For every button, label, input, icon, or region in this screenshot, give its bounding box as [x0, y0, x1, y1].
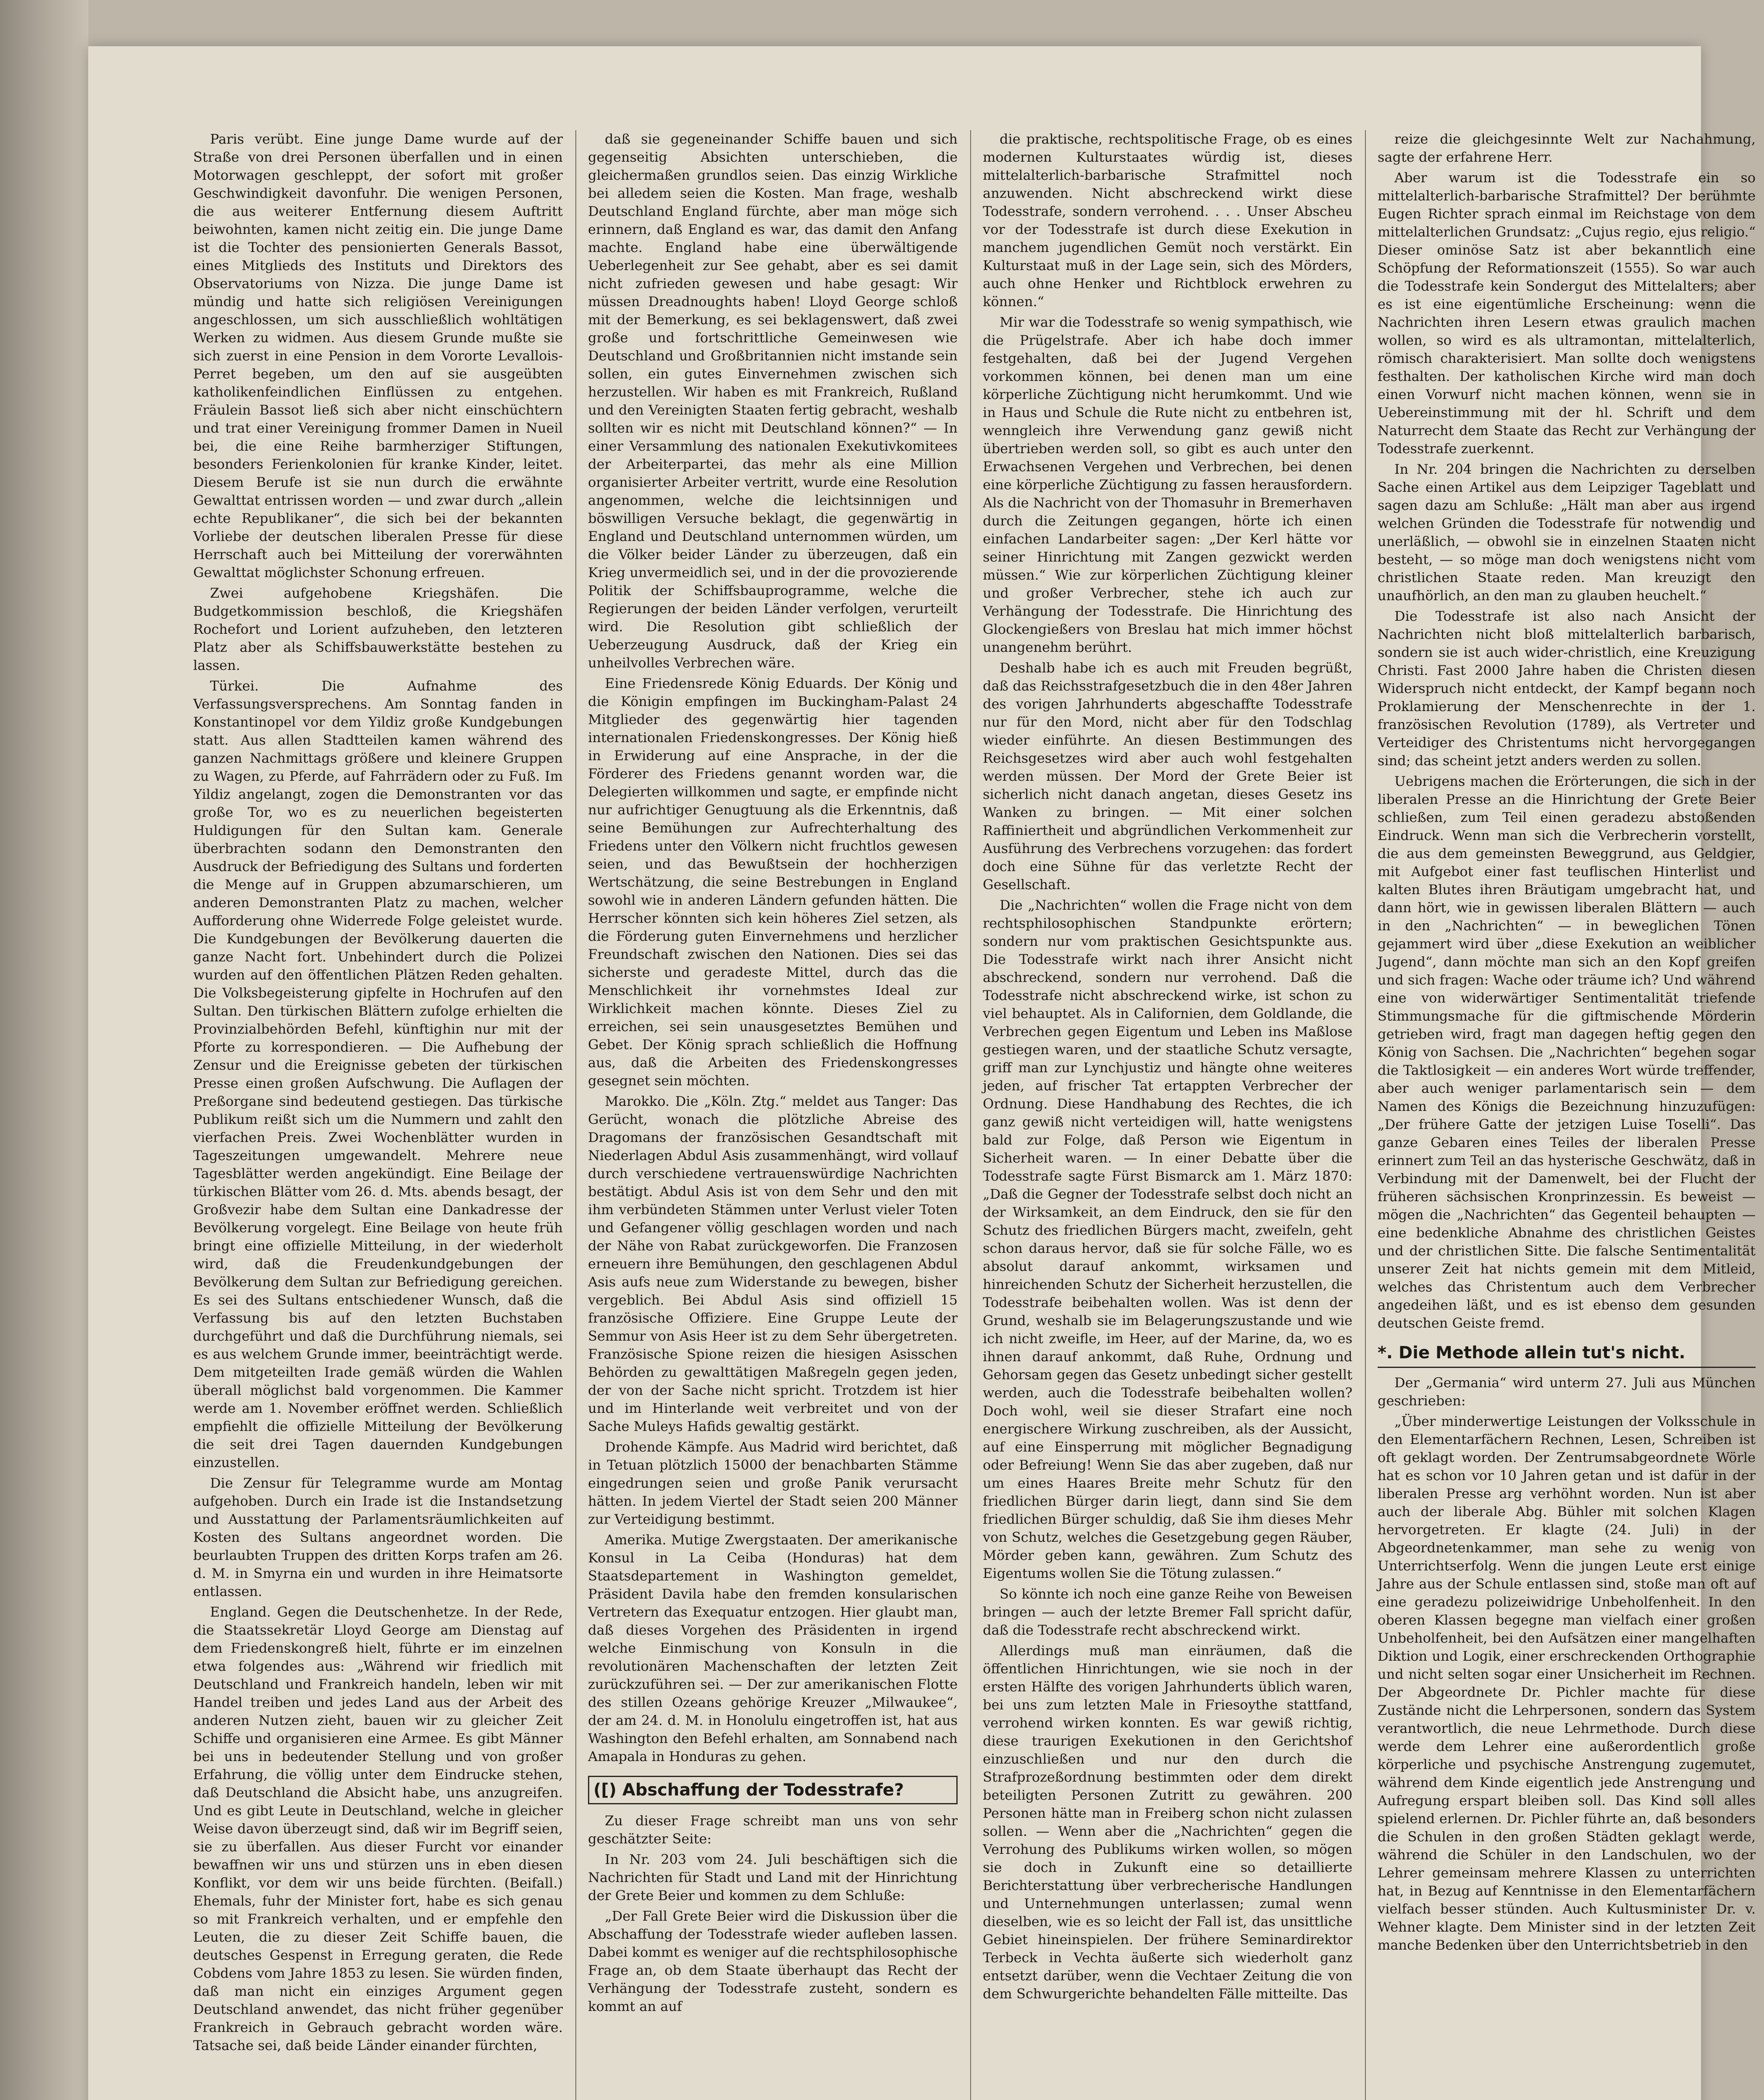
paragraph: Zu dieser Frage schreibt man uns von sehr geschätzter Seite:: [588, 1813, 958, 1847]
column-3-paragraphs: [983, 130, 1352, 2003]
column-rule: [575, 130, 576, 2100]
column-1: [193, 130, 563, 2100]
column-4-paragraphs: [1378, 130, 1756, 1332]
paragraph: In Nr. 204 bringen die Nachrichten zu derselben Sache einen Artikel aus dem Leipziger Tageblatt und sagen dazu am Schluße: „Hält man aber aus irgend welchen Gründen die Todesstrafe für notwendig und unerläßlich, — obwohl sie in einzelnen Staaten nicht besteht, — so möge man doch wenigstens nicht vom christlichen Staate reden. Man kreuzigt den unaufhörlich, an den man zu glauben heuchelt.“: [1378, 461, 1756, 604]
paragraph: Marokko. Die „Köln. Ztg.“ meldet aus Tanger: Das Gerücht, wonach die plötzliche Abreise des Dragomans der französischen Gesandtschaft mit Niederlagen Abdul Asis zusammenhängt, wird vollauf durch verschiedene vertrauenswürdige Nachrichten bestätigt. Abdul Asis ist von dem Sehr und den mit ihm verbündeten Stämmen unter Verlust vieler Toten und Gefangener völlig geschlagen worden und nach der Nähe von Rabat zurückgeworfen. Die Franzosen erneuern ihre Bemühungen, den geschlagenen Abdul Asis aufs neue zum Widerstande zu bewegen, bisher vergeblich. Bei Abdul Asis sind offiziell 15 französische Offiziere. Eine Gruppe Leute der Semmur von Asis Heer ist zu dem Sehr übergetreten. Französische Spione reizen die hiesigen Asisschen Behörden zu gewalttätigen Maßregeln gegen jeden, der von der Sache nicht spricht. Trotzdem ist hier und im Hinterlande weit verbreitet und von der Sache Muleys Hafids gewaltig gestärkt.: [588, 1093, 958, 1434]
paragraph: Eine Friedensrede König Eduards. Der König und die Königin empfingen im Buckingham-Palast 24 Mitglieder des gegenwärtig hier tagenden internationalen Friedenskongresses. Der König hieß in Erwiderung auf eine Ansprache, in der die Förderer des Friedens genannt worden war, die Delegierten willkommen und sagte, er empfinde nicht nur aufrichtiger Genugtuung als die Erkenntnis, daß seine Bemühungen zur Aufrechterhaltung des Friedens unter den Völkern nicht fruchtlos gewesen seien, und das Bewußtsein der hochherzigen Wertschätzung, die seine Bestrebungen in England sowohl wie in anderen Ländern gefunden hätten. Die Herrscher könnten sich kein höheres Ziel setzen, als die Förderung guten Einvernehmens und herzlicher Freundschaft zwischen den Nationen. Dies sei das sicherste und geradeste Mittel, durch das die Menschlichkeit ihr vornehmstes Ideal zur Wirklichkeit machen könnte. Dieses Ziel zu erreichen, sei sein unausgesetztes Bemühen und Gebet. Der König sprach schließlich die Hoffnung aus, daß die Arbeiten des Friedenskongresses gesegnet sein möchten.: [588, 675, 958, 1089]
page-body: [193, 130, 1764, 2100]
paragraph: Amerika. Mutige Zwergstaaten. Der amerikanische Konsul in La Ceiba (Honduras) hat dem Staatsdepartement in Washington gemeldet, Präsident Davila habe den fremden konsularischen Vertretern das Exequatur entzogen. Hier glaubt man, daß dieses Vorgehen des Präsidenten in irgend welche Einmischung von Konsuln in die revolutionären Machenschaften der letzten Zeit zurückzuführen sei. — Der zur amerikanischen Flotte des stillen Ozeans gehörige Kreuzer „Milwaukee“, der am 24. d. M. in Honolulu eingetroffen ist, hat aus Washington den Befehl erhalten, am Sonnabend nach Amapala in Honduras zu gehen.: [588, 1532, 958, 1764]
column-4-after-heading: [1378, 1374, 1756, 1954]
paragraph: In Nr. 203 vom 24. Juli beschäftigen sich die Nachrichten für Stadt und Land mit der Hinrichtung der Grete Beier und kommen zu dem Schluße:: [588, 1851, 958, 1903]
column-2: [588, 130, 958, 2100]
paragraph: Zwei aufgehobene Kriegshäfen. Die Budgetkommission beschloß, die Kriegshäfen Rochefort und Lorient aufzuheben, den letzteren Platz aber als Schiffsbauwerkstätte bestehen zu lassen.: [193, 585, 563, 673]
paragraph: „Über minderwertige Leistungen der Volksschule in den Elementarfächern Rechnen, Lesen, Schreiben ist oft geklagt worden. Der Zentrumsabgeordnete Wörle hat es schon vor 10 Jahren getan und ist dafür in der liberalen Presse arg verhöhnt worden. Nun ist aber auch der liberale Abg. Bühler mit solchen Klagen hervorgetreten. Er klagte (24. Juli) in der Abgeordnetenkammer, man sehe zu wenig von Unterrichtserfolg. Wenn die jungen Leute erst einige Jahre aus der Schule entlassen sind, stoße man oft auf eine geradezu polizeiwidrige Unbeholfenheit. In den oberen Klassen begegne man vielfach einer großen Unbeholfenheit, bei den Aufsätzen einer mangelhaften Diktion und Logik, einer erschreckenden Orthographie und nicht selten sogar einer Unsicherheit im Rechnen. Der Abgeordnete Dr. Pichler machte für diese Zustände nicht die Lehrpersonen, sondern das System verantwortlich, die neue Lehrmethode. Durch diese werde dem Lehrer eine außerordentlich große körperliche und psychische Anstrengung zugemutet, während dem Kinde eigentlich jede Anstrengung und Aufregung erspart bleiben soll. Das Kind soll alles spielend erlernen. Dr. Pichler führte an, daß besonders die Schulen in den großen Städten geklagt werde, während die Schüler in den Landschulen, wo der Lehrer gemeinsam mehrere Klassen zu unterrichten hat, in Bezug auf Kenntnisse in den Elementarfächern vielfach besser stünden. Auch Kultusminister Dr. v. Wehner klagte. Dem Minister sind in der letzten Zeit manche Bedenken über den Unterrichtsbetrieb in den: [1378, 1413, 1756, 1953]
paragraph: England. Gegen die Deutschenhetze. In der Rede, die Staatssekretär Lloyd George am Dienstag auf dem Friedenskongreß hielt, führte er im einzelnen etwa folgendes aus: „Während wir friedlich mit Deutschland und Frankreich handeln, leben wir mit Handel treiben und jedes Land aus der Arbeit des anderen Nutzen zieht, bauen wir zu gleicher Zeit Schiffe und organisieren eine Armee. Es gibt Männer bei uns in bedeutender Stellung und von großer Erfahrung, die völlig unter dem Eindrucke stehen, daß Deutschland die Absicht habe, uns anzugreifen. Und es gibt Leute in Deutschland, welche in gleicher Weise davon überzeugt sind, daß wir im Begriff seien, sie zu überfallen. Aus dieser Furcht vor einander bewaffnen wir uns und stürzen uns in eben diesen Konflikt, vor dem wir uns beide fürchten. (Beifall.) Ehemals, fuhr der Minister fort, habe es sich genau so mit Frankreich verhalten, und er empfehle den Leuten, die zu dieser Zeit Schiffe bauen, die deutsches Gespenst in Erregung geraten, die Rede Cobdens vom Jahre 1853 zu lesen. Sie würden finden, daß man nicht ein einziges Argument gegen Deutschland anwendet, das nicht früher gegenüber Frankreich in Gebrauch gebracht worden wäre. Tatsache sei, daß beide Länder einander fürchten,: [193, 1604, 563, 2053]
paragraph: So könnte ich noch eine ganze Reihe von Beweisen bringen — auch der letzte Bremer Fall spricht dafür, daß die Todesstrafe recht abschreckend wirkt.: [983, 1586, 1352, 1638]
paragraph: Aber warum ist die Todesstrafe ein so mittelalterlich-barbarische Strafmittel? Der berühmte Eugen Richter sprach einmal im Reichstage von dem mittelalterlichen Grundsatz: „Cujus regio, ejus religio.“ Dieser ominöse Satz ist aber bekanntlich eine Schöpfung der Reformationszeit (1555). So war auch die Todesstrafe kein Sondergut des Mittelalters; aber es ist eine eigentümliche Erscheinung: wenn die Nachrichten ihren Lesern etwas graulich machen wollen, so wird es als ultramontan, mittelalterlich, römisch charakterisiert. Man sollte doch wenigstens festhalten. Der katholischen Kirche wird man doch einen Vorwurf nicht machen können, wenn sie in Uebereinstimmung mit der hl. Schrift und dem Naturrecht dem Staate das Recht zur Verhängung der Todesstrafe zuerkennt.: [1378, 170, 1756, 457]
column-rule: [1365, 130, 1366, 2100]
paragraph: die praktische, rechtspolitische Frage, ob es eines modernen Kulturstaates würdig ist, dieses mittelalterlich-barbarische Strafmittel noch anzuwenden. Nicht abschreckend wirkt diese Todesstrafe, sondern verrohend. . . . Unser Abscheu vor der Todesstrafe ist durch diese Exekution in manchem jugendlichen Gemüt noch verstärkt. Ein Kulturstaat muß in der Lage sein, sich des Mörders, auch ohne Henker und Richtblock erwehren zu können.“: [983, 131, 1352, 310]
column-2-paragraphs: [588, 130, 958, 1766]
column-1-paragraphs: [193, 130, 563, 2055]
paragraph: Allerdings muß man einräumen, daß die öffentlichen Hinrichtungen, wie sie noch in der ersten Hälfte des vorigen Jahrhunderts üblich waren, bei uns zum letzten Male in Friesoythe stattfand, verrohend wirken konnten. Es war gewiß richtig, diese traurigen Exekutionen in den Gerichtshof einzuschließen und nur den durch die Strafprozeßordnung bestimmten oder dem direkt beteiligten Personen Zutritt zu gewähren. 200 Personen hätte man in Freiberg schon nicht zulassen sollen. — Wenn aber die „Nachrichten“ gegen die Verrohung des Publikums wirken wollen, so mögen sie doch in Zukunft eine so detaillierte Berichterstattung über verbrecherische Handlungen und Unternehmungen unterlassen; zumal wenn dieselben, wie es so leicht der Fall ist, das unsittliche Gebiet hineinspielen. Der frühere Seminardirektor Terbeck in Vechta äußerte sich wiederholt ganz entsetzt darüber, wenn die Vechtaer Zeitung die von dem Schwurgerichte behandelten Fälle mitteilte. Das: [983, 1643, 1352, 2002]
paragraph: Türkei. Die Aufnahme des Verfassungsversprechens. Am Sonntag fanden in Konstantinopel vor dem Yildiz große Kundgebungen statt. Aus allen Stadtteilen kamen während des ganzen Nachmittags größere und kleinere Gruppen zu Wagen, zu Pferde, auf Fahrrädern oder zu Fuß. Im Yildiz angelangt, zogen die Demonstranten vor das große Tor, wo es zu neuerlichen begeisterten Huldigungen für den Sultan kam. Generale überbrachten sodann den Demonstranten den Ausdruck der Befriedigung des Sultans und forderten die Menge auf in Gruppen abzumarschieren, um anderen Demonstranten Platz zu machen, welcher Aufforderung ohne Widerrede Folge geleistet wurde. Die Kundgebungen der Bevölkerung dauerten die ganze Nacht fort. Unbehindert durch die Polizei wurden auf den öffentlichen Plätzen Reden gehalten. Die Volksbegeisterung gipfelte in Hochrufen auf den Sultan. Den türkischen Blättern zufolge erhielten die Provinzialbehörden Befehl, künftighin nur mit der Pforte zu korrespondieren. — Die Aufhebung der Zensur und die Ereignisse gebeten der türkischen Presse einen großen Aufschwung. Die Auflagen der Preßorgane sind bedeutend gestiegen. Das türkische Publikum reißt sich um die Nummern und zahlt den vierfachen Preis. Zwei Wochenblätter wurden in Tageszeitungen umgewandelt. Mehrere neue Tagesblätter werden angekündigt. Eine Beilage der türkischen Blätter vom 26. d. Mts. abends besagt, der Großvezir habe dem Sultan eine Dankadresse der Bevölkerung vorgelegt. Eine Beilage von heute früh bringt eine offizielle Mitteilung, in der wiederholt wird, daß die Freudenkundgebungen der Bevölkerung dem Sultan zur Befriedigung gereichen. Es sei des Sultans entschiedener Wunsch, daß die Verfassung bis auf den letzten Buchstaben durchgeführt und daß die Durchführung niemals, sei es aus welchem Grunde immer, beeinträchtigt werde. Dem mitgeteilten Irade gemäß würden die Wahlen überall möglichst bald vorgenommen. Die Kammer werde am 1. November eröffnet werden. Schließlich empfiehlt die offizielle Mitteilung der Bevölkerung die seit drei Tagen dauernden Kundgebungen einzustellen.: [193, 678, 563, 1470]
paragraph: „Der Fall Grete Beier wird die Diskussion über die Abschaffung der Todesstrafe wieder aufleben lassen. Dabei kommt es weniger auf die rechtsphilosophische Frage an, ob dem Staate überhaupt das Recht der Verhängung der Todesstrafe zusteht, sondern es kommt an auf: [588, 1908, 958, 2014]
paragraph: reize die gleichgesinnte Welt zur Nachahmung, sagte der erfahrene Herr.: [1378, 131, 1756, 165]
paragraph: Die Todesstrafe ist also nach Ansicht der Nachrichten nicht bloß mittelalterlich barbarisch, sondern sie ist auch wider-christlich, eine Kreuzigung Christi. Fast 2000 Jahre haben die Christen diesen Widerspruch nicht entdeckt, der Kampf begann noch Proklamierung der Menschenrechte in der 1. französischen Revolution (1789), als Vertreter und Verteidiger des Christentums nicht hervorgegangen sind; das scheint jetzt anders werden zu sollen.: [1378, 608, 1756, 769]
newspaper-page: [88, 46, 1756, 2100]
paragraph: Mir war die Todesstrafe so wenig sympathisch, wie die Prügelstrafe. Aber ich habe doch immer festgehalten, daß bei der Jugend Vergehen vorkommen können, bei denen man um eine körperliche Züchtigung nicht herumkommt. Und wie in Haus und Schule die Rute nicht zu entbehren ist, wenngleich ihre Verwendung ganz gewiß nicht übertrieben werden soll, so gibt es auch unter den Erwachsenen Vergehen und Verbrechen, bei denen eine körperliche Züchtigung zu fassen herausfordern. Als die Nachricht von der Thomasuhr in Bremerhaven durch die Zeitungen gegangen, hörte ich einen einfachen Landarbeiter sagen: „Der Kerl hätte vor seiner Hinrichtung mit Zangen gezwickt werden müssen.“ Wie zur körperlichen Züchtigung kleiner und großer Verbrecher, stehe ich auch zur Verhängung der Todesstrafe. Die Hinrichtung des Glockengießers von Breslau hat mich immer höchst unangenehm berührt.: [983, 314, 1352, 655]
paragraph: Der „Germania“ wird unterm 27. Juli aus München geschrieben:: [1378, 1375, 1756, 1409]
column-4: [1378, 130, 1756, 2100]
column-2-after-box: [588, 1812, 958, 2016]
paragraph: Die „Nachrichten“ wollen die Frage nicht von dem rechtsphilosophischen Standpunkte erörtern; sondern nur vom praktischen Gesichtspunkte aus. Die Todesstrafe wirkt nach ihrer Ansicht nicht abschreckend, sondern nur verrohend. Daß die Todesstrafe nicht abschreckend wirke, ist schon zu viel behauptet. Als in Californien, dem Goldlande, die Verbrechen gegen Eigentum und Leben ins Maßlose gestiegen waren, und der staatliche Schutz versagte, griff man zur Lynchjustiz und hängte ohne weiteres jeden, auf frischer Tat ertappten Verbrecher der Ordnung. Diese Handhabung des Rechtes, die ich ganz gewiß nicht verteidigen will, hatte wenigstens bald zur Folge, daß Person wie Eigentum in Sicherheit waren. — In einer Debatte über die Todesstrafe sagte Fürst Bismarck am 1. März 1870: „Daß die Gegner der Todesstrafe selbst doch nicht an der Wirksamkeit, an dem Eindruck, den sie für den Schutz des friedlichen Bürgers macht, zweifeln, geht schon daraus hervor, daß sie für solche Fälle, wo es absolut darauf ankommt, wirksamen und hinreichenden Schutz der Sicherheit herzustellen, die Todesstrafe beibehalten wollen. Was ist denn der Grund, weshalb sie im Belagerungszustande und wie ich nicht zweifle, im Heer, auf der Marine, da, wo es ihnen darauf ankommt, daß Ruhe, Ordnung und Gehorsam gegen das Gesetz unbedingt sicher gestellt werden, auch die Todesstrafe beibehalten wollen? Doch wohl, weil sie dieser Strafart eine noch energischere Wirkung zuschreiben, als der Aussicht, auf eine Einsperrung mit möglicher Begnadigung oder Befreiung! Wenn Sie das aber zugeben, daß nur um eines Haares Breite mehr Schutz für den friedlichen Bürger darin liegt, dann sind Sie dem friedlichen Bürger schuldig, daß Sie ihm dieses Mehr von Schutz, welches die Gesetzgebung gegen Räuber, Mörder geben kann, gewähren. Zum Schutz des Eigentums wollen Sie die Tötung zulassen.“: [983, 897, 1352, 1581]
column-3: [983, 130, 1352, 2100]
column-rule: [970, 130, 971, 2100]
article-heading-method: *. Die Methode allein tut's nicht.: [1378, 1342, 1756, 1368]
paragraph: Die Zensur für Telegramme wurde am Montag aufgehoben. Durch ein Irade ist die Instandsetzung und Ausstattung der Parlamentsräumlichkeiten auf Kosten des Sultans angeordnet worden. Die beurlaubten Truppen des dritten Korps trafen am 26. d. M. in Smyrna ein und wurden in ihre Heimatsorte entlassen.: [193, 1475, 563, 1599]
paragraph: Paris verübt. Eine junge Dame wurde auf der Straße von drei Personen überfallen und in einen Motorwagen geschleppt, der sofort mit großer Geschwindigkeit davonfuhr. Die wenigen Personen, die aus weiterer Entfernung diesem Auftritt beiwohnten, kamen nicht zeitig ein. Die junge Dame ist die Tochter des pensionierten Generals Bassot, eines Mitglieds des Instituts und Direktors des Observatoriums von Nizza. Die junge Dame ist mündig und hatte sich religiösen Vereinigungen angeschlossen, um sich ausschließlich wohltätigen Werken zu widmen. Aus diesem Grunde mußte sie sich zuerst in eine Pension in dem Vororte Levallois-Perret begeben, um den auf sie ausgeübten katholikenfeindlichen Einflüssen zu entgehen. Fräulein Bassot ließ sich aber nicht einschüchtern und trat einer Vereinigung frommer Damen in Nueil bei, die eine Reihe barmherziger Stiftungen, besonders Ferienkolonien für kranke Kinder, leitet. Diesem Berufe ist sie nun durch die erwähnte Gewalttat entrissen worden — und zwar durch „allein echte Republikaner“, die sich bei der bekannten Vorliebe der deutschen liberalen Presse für diese Herrschaft auch bei Mitteilung der vorerwähnten Gewalttat möglichster Schonung erfreuen.: [193, 131, 563, 580]
paragraph: Deshalb habe ich es auch mit Freuden begrüßt, daß das Reichsstrafgesetzbuch die in den 48er Jahren des vorigen Jahrhunderts abgeschaffte Todesstrafe nur für den Mord, nicht aber für den Todschlag wieder einführte. An diesen Bestimmungen des Reichsgesetzes wird aber auch wohl festgehalten werden müssen. Der Mord der Grete Beier ist sicherlich nicht danach angetan, dieses Gesetz ins Wanken zu bringen. — Mit einer solchen Raffiniertheit und abgründlichen Verkommenheit zur Ausführung des Verbrechens vorzugehen: das fordert doch eine Sühne für das verletzte Recht der Gesellschaft.: [983, 660, 1352, 892]
article-heading-abolition: ([) Abschaffung der Todesstrafe?: [588, 1776, 958, 1804]
paragraph: Drohende Kämpfe. Aus Madrid wird berichtet, daß in Tetuan plötzlich 15000 der benachbarten Stämme eingedrungen seien und große Panik verursacht hätten. In jedem Viertel der Stadt seien 200 Männer zur Verteidigung bestimmt.: [588, 1439, 958, 1527]
paragraph: Uebrigens machen die Erörterungen, die sich in der liberalen Presse an die Hinrichtung der Grete Beier schließen, zum Teil einen geradezu abstoßenden Eindruck. Wenn man sich die Verbrecherin vorstellt, die aus dem gemeinsten Beweggrund, aus Geldgier, mit Aufgebot einer fast teuflischen Hinterlist und kalten Blutes ihren Bräutigam umgebracht hat, und dann hört, wie in gewissen liberalen Blättern — auch in den „Nachrichten“ — in beweglichen Tönen gejammert wird über „diese Exekution an weiblicher Jugend“, dann möchte man sich an den Kopf greifen und sich fragen: Wache oder träume ich? Und während eine von widerwärtiger Sentimentalität triefende Stimmungsmache für die giftmischende Mörderin getrieben wird, fragt man dagegen heftig gegen den König von Sachsen. Die „Nachrichten“ begehen sogar die Taktlosigkeit — ein anderes Wort würde treffender, aber auch weniger parlamentarisch sein — dem Namen des Königs die Bezeichnung hinzuzufügen: „Der frühere Gatte der jetzigen Luise Toselli“. Das ganze Gebaren eines Teiles der liberalen Presse erinnert zum Teil an das hysterische Geschwätz, daß in Verbindung mit der Damenwelt, bei der Flucht der früheren sächsischen Kronprinzessin. Es beweist — mögen die „Nachrichten“ das Gegenteil behaupten — eine bedenkliche Abnahme des christlichen Geistes und der christlichen Sitte. Die falsche Sentimentalität unserer Zeit hat nichts gemein mit dem Mitleid, welches das Christentum auch dem Verbrecher angedeihen läßt, und es ist ebenso dem gesunden deutschen Geiste fremd.: [1378, 773, 1756, 1331]
book-binding: [0, 0, 88, 2100]
paragraph: daß sie gegeneinander Schiffe bauen und sich gegenseitig Absichten unterschieben, die gleichermaßen grundlos seien. Das einzig Wirkliche bei alledem seien die Kosten. Man frage, weshalb Deutschland England fürchte, aber man möge sich erinnern, daß England es war, das damit den Anfang machte. England habe eine überwältigende Ueberlegenheit zur See gehabt, aber es sei damit nicht zufrieden gewesen und habe gesagt: Wir müssen Dreadnoughts haben! Lloyd George schloß mit der Bemerkung, es sei beklagenswert, daß zwei große und fortschrittliche Gemeinwesen wie Deutschland und Großbritannien nicht imstande sein sollen, ein gutes Einvernehmen zwischen sich herzustellen. Wir haben es mit Frankreich, Rußland und den Vereinigten Staaten fertig gebracht, weshalb sollten wir es nicht mit Deutschland können?“ — In einer Versammlung des nationalen Exekutivkomitees der Arbeiterpartei, das mehr als eine Million organisierter Arbeiter vertritt, wurde eine Resolution angenommen, welche die leichtsinnigen und böswilligen Versuche beklagt, die gegenwärtig in England und Deutschland unternommen würden, um die Völker beider Länder zu überzeugen, daß ein Krieg unvermeidlich sei, und in der die provozierende Politik der Schiffsbauprogramme, welche die Regierungen der beiden Länder verfolgen, verurteilt wird. Die Resolution gibt schließlich der Ueberzeugung Ausdruck, daß der Krieg ein unheilvolles Verbrechen wäre.: [588, 131, 958, 671]
